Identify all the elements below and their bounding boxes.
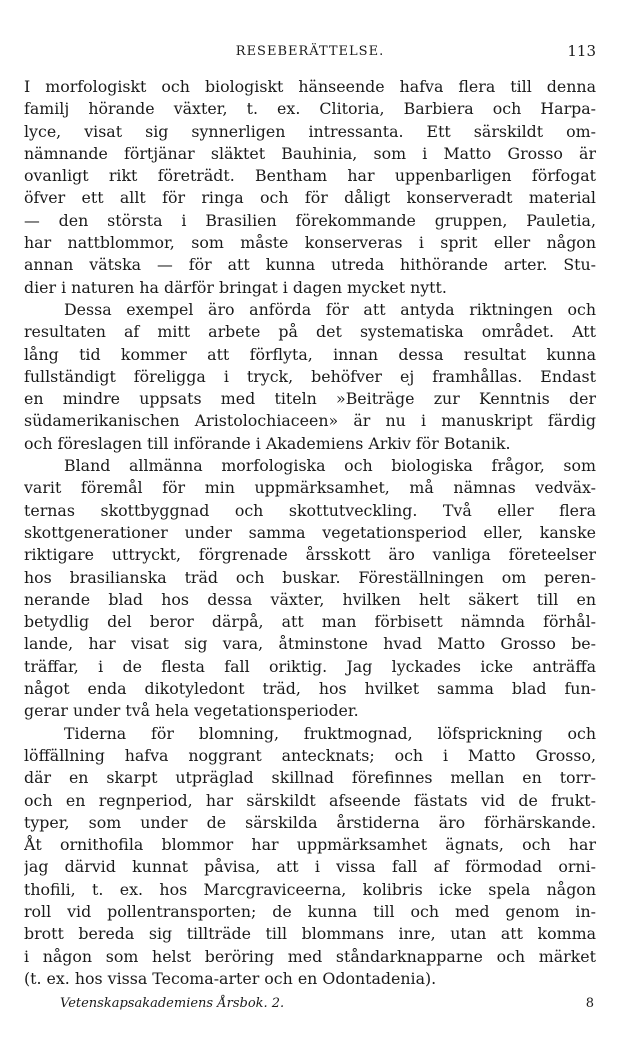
- text-line: brott bereda sig tillträde till blommans inre, utan att komma: [24, 924, 596, 944]
- text-line: (t. ex. hos vissa Tecoma-arter och en Odontadenia).: [24, 968, 437, 988]
- text-line: gerar under två hela vegetationsperioder.: [24, 701, 359, 721]
- text-line: riktigare uttryckt, förgrenade årsskott äro vanliga företeelser: [24, 545, 596, 565]
- running-head: RESEBERÄTTELSE.: [235, 44, 385, 59]
- journal-footer: Vetenskapsakademiens Årsbok. 2.: [60, 996, 285, 1011]
- page-number: 113: [567, 42, 596, 60]
- text-line: och en regnperiod, har särskildt afseende fästats vid de frukt-: [24, 790, 596, 810]
- text-line: varit föremål för min uppmärksamhet, må nämnas vedväx-: [24, 478, 596, 498]
- text-line: ovanligt rikt företrädt. Bentham har uppenbarligen förfogat: [24, 166, 596, 186]
- body-text: [24, 76, 596, 990]
- text-line: nämnande förtjänar släktet Bauhinia, som i Matto Grosso är: [24, 143, 596, 163]
- sheet-mark: 8: [585, 996, 594, 1011]
- text-line: skottgenerationer under samma vegetationsperiod eller, kanske: [24, 522, 596, 542]
- text-line: Åt ornithofila blommor har uppmärksamhet ägnats, och har: [24, 835, 596, 855]
- text-line: resultaten af mitt arbete på det systematiska området. Att: [24, 322, 596, 342]
- text-line: något enda dikotyledont träd, hos hvilket samma blad fun-: [24, 679, 596, 699]
- text-line: lande, har visat sig vara, åtminstone hvad Matto Grosso be-: [24, 634, 596, 654]
- text-line: I morfologiskt och biologiskt hänseende hafva flera till denna: [24, 77, 596, 96]
- text-line: Dessa exempel äro anförda för att antyda riktningen och: [64, 299, 596, 319]
- text-line: nerande blad hos dessa växter, hvilken helt säkert till en: [24, 589, 596, 609]
- text-line: typer, som under de särskilda årstiderna äro förhärskande.: [24, 812, 596, 832]
- text-line: Tiderna för blomning, fruktmognad, löfsprickning och: [64, 723, 596, 743]
- text-line: träffar, i de flesta fall oriktig. Jag lyckades icke anträffa: [24, 656, 596, 676]
- text-line: öfver ett allt för ringa och för dåligt konserveradt material: [24, 188, 596, 208]
- text-line: fullständigt föreligga i tryck, behöfver ej framhållas. Endast: [24, 366, 596, 386]
- page-footer: [60, 996, 594, 1016]
- text-line: lång tid kommer att förflyta, innan dessa resultat kunna: [24, 344, 596, 364]
- text-line: har nattblommor, som måste konserveras i sprit eller någon: [24, 233, 596, 253]
- text-line: lyce, visat sig synnerligen intressanta. Ett särskildt om-: [24, 121, 596, 141]
- text-line: jag därvid kunnat påvisa, att i vissa fall af förmodad orni-: [24, 857, 596, 877]
- text-line: ternas skottbyggnad och skottutveckling. Två eller flera: [24, 500, 596, 520]
- text-line: thofili, t. ex. hos Marcgraviceerna, kolibris icke spela någon: [24, 879, 596, 899]
- text-line: — den största i Brasilien förekommande gruppen, Pauletia,: [24, 210, 596, 230]
- text-line: och föreslagen till införande i Akademiens Arkiv för Botanik.: [24, 433, 511, 453]
- text-line: dier i naturen ha därför bringat i dagen mycket nytt.: [24, 277, 447, 297]
- text-line: i någon som helst beröring med ståndarknapparne och märket: [24, 946, 596, 966]
- text-line: betydlig del beror därpå, att man förbisett nämnda förhål-: [24, 612, 596, 632]
- text-line: familj hörande växter, t. ex. Clitoria, Barbiera och Harpa-: [24, 99, 596, 119]
- text-line: hos brasilianska träd och buskar. Föreställningen om peren-: [24, 567, 596, 587]
- text-line: där en skarpt utpräglad skillnad förefinnes mellan en torr-: [24, 768, 596, 788]
- text-line: Bland allmänna morfologiska och biologiska frågor, som: [64, 456, 596, 476]
- text-line: löffällning hafva noggrant antecknats; och i Matto Grosso,: [24, 745, 596, 765]
- text-line: südamerikanischen Aristolochiaceen» är nu i manuskript färdig: [24, 411, 596, 431]
- text-line: annan vätska — för att kunna utreda hithörande arter. Stu-: [24, 255, 596, 275]
- text-line: en mindre uppsats med titeln »Beiträge zur Kenntnis der: [24, 389, 596, 409]
- text-line: roll vid pollentransporten; de kunna till och med genom in-: [24, 901, 596, 921]
- page-header: [24, 44, 596, 66]
